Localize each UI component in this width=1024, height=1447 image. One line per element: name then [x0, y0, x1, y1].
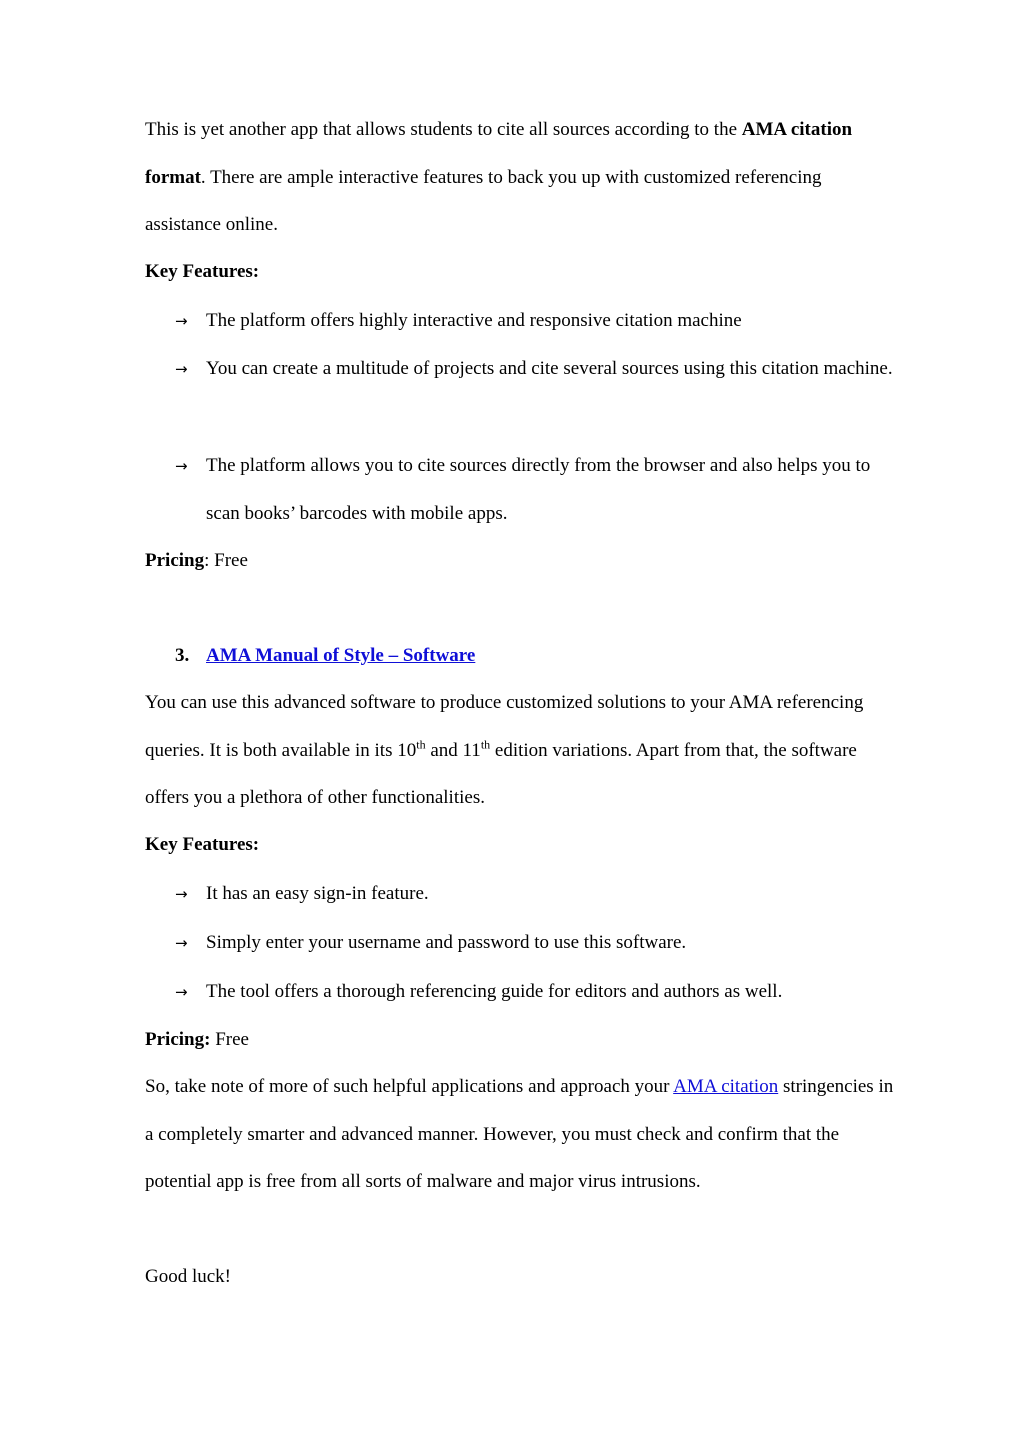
list-item	[175, 297, 895, 345]
key-features-label: Key Features:	[145, 834, 260, 855]
bullet-text: The platform allows you to cite sources directly from the browser and also helps you to scan books’ barcodes with mobile apps.	[206, 455, 871, 524]
pricing-separator: :	[204, 550, 215, 571]
signoff: Good luck!	[145, 1266, 232, 1287]
intro-text-before: This is yet another app that allows students to cite all sources according to the	[145, 119, 742, 140]
arrow-right-icon: →	[175, 983, 188, 1001]
arrow-right-icon: →	[175, 457, 188, 475]
list-item	[175, 870, 895, 918]
pricing-value: Free	[214, 550, 248, 571]
list-item	[175, 345, 895, 393]
arrow-right-icon: →	[175, 360, 188, 378]
bullet-text: The tool offers a thorough referencing guide for editors and authors as well.	[206, 981, 783, 1002]
closing-paragraph	[145, 1063, 895, 1206]
bullet-text: The platform offers highly interactive and responsive citation machine	[206, 310, 742, 331]
pricing-line	[145, 549, 248, 573]
section-description: You can use this advanced software to produce customized solutions to your AMA referencing queries. It is both available in its 10th and 11th edition variations. Apart from that, the software offers you a plethora of other functionalities.	[145, 692, 864, 808]
pricing-line	[145, 1028, 249, 1052]
intro-paragraph	[145, 106, 895, 249]
pricing-value: Free	[210, 1029, 249, 1050]
bullet-text: You can create a multitude of projects and cite several sources using this citation machine.	[206, 358, 893, 379]
bullet-text: Simply enter your username and password to use this software.	[206, 932, 687, 953]
section-number: 3.	[175, 645, 190, 666]
arrow-right-icon: →	[175, 885, 188, 903]
closing-text-before: So, take note of more of such helpful applications and approach your	[145, 1076, 674, 1097]
pricing-label: Pricing	[145, 550, 205, 571]
ama-citation-link[interactable]: AMA citation	[673, 1076, 779, 1097]
list-item	[175, 968, 895, 1016]
intro-text-after: . There are ample interactive features to back you up with customized referencing assistance online.	[145, 166, 822, 235]
list-item	[175, 442, 895, 538]
closing-text-after: stringencies in a completely smarter and advanced manner. However, you must check and confirm that the potential app is free from all sorts of malware and major virus intrusions.	[145, 1076, 894, 1192]
section-heading	[175, 644, 475, 668]
arrow-right-icon: →	[175, 312, 188, 330]
list-item	[175, 919, 895, 967]
arrow-right-icon: →	[175, 934, 188, 952]
intro-bold-term: AMA citation format	[145, 119, 853, 188]
key-features-label: Key Features:	[145, 261, 260, 282]
bullet-text: It has an easy sign-in feature.	[206, 883, 429, 904]
pricing-label: Pricing:	[145, 1029, 211, 1050]
section-title-link[interactable]: AMA Manual of Style – Software	[206, 645, 476, 666]
